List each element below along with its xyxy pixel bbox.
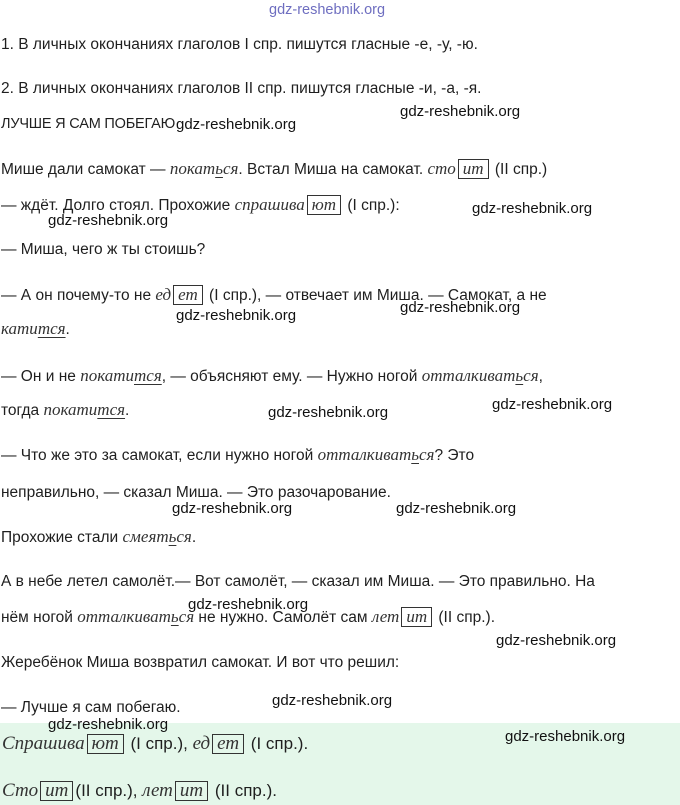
story-line-9: Жеребёнок Миша возвратил самокат. И вот что решил: [1,654,400,671]
word-ottalkivatsya: отталкиваться [421,366,539,385]
watermark: gdz-reshebnik.org [492,396,613,413]
story-line-4b [1,318,70,341]
watermark: gdz-reshebnik.org [176,116,297,133]
text: (I спр.), [125,734,193,753]
text: (I спр.): [343,197,400,214]
text: . [125,402,130,419]
watermark: gdz-reshebnik.org [172,500,293,517]
watermark: gdz-reshebnik.org [176,307,297,324]
text: (II спр.) [490,161,548,178]
word-letit: лет ит [142,780,210,801]
text: — А он почему-то не [1,287,156,304]
ending-box: ет [212,734,244,754]
ending-box: ют [87,734,124,754]
rule-1: 1. В личных окончаниях глаголов I спр. пишутся гласные -е, -у, -ю. [1,36,478,53]
watermark: gdz-reshebnik.org [400,299,521,316]
answer-line-2 [2,780,277,802]
word-stoit: сто ит [427,159,490,178]
text: , [538,368,543,385]
story-line-5 [1,365,543,388]
text: (II спр.). [210,781,277,800]
ending-box: ют [307,195,341,215]
text: ? Это [434,447,475,464]
ending-box: ит [458,159,489,179]
ending-box: ит [175,781,208,801]
watermark: gdz-reshebnik.org [472,200,593,217]
watermark: gdz-reshebnik.org [272,692,393,709]
word-pokatatsya: покаться [169,159,239,178]
watermark: gdz-reshebnik.org [496,632,617,649]
rule-2: 2. В личных окончаниях глаголов II спр. пишутся гласные -и, -а, -я. [1,80,482,97]
word-edet: ед ет [155,285,204,304]
watermark: gdz-reshebnik.org [48,212,169,229]
word-pokatitsya: покатится [43,400,126,419]
text: (II спр.). [434,609,496,626]
word-sprashivayut: Спрашива ют [2,733,126,754]
word-ottalkivatsya: отталкиваться [317,445,435,464]
text: (I спр.), — отвечает им Миша. — Самокат, а не [204,287,547,304]
word-smeyatsya: смеяться [122,527,192,546]
ending-box: ит [40,781,73,801]
text: , — объясняют ему. — Нужно ногой [161,368,422,385]
story-line-8: А в небе летел самолёт.— Вот самолёт, — сказал им Миша. — Это правильно. На [1,573,595,590]
story-line-5b [1,399,129,422]
text: . [191,529,197,546]
story-line-3: — Миша, чего ж ты стоишь? [1,241,206,258]
story-line-7 [1,526,196,549]
text: — Что же это за самокат, если нужно ногой [1,447,318,464]
word-sprashivayut: спрашива ют [235,195,343,214]
watermark: gdz-reshebnik.org [400,103,521,120]
text: не нужно. Самолёт сам [194,609,372,626]
watermark: gdz-reshebnik.org [505,728,626,745]
story-line-6 [1,444,474,467]
word-pokatitsya: покатится [80,366,162,385]
text: Мише дали самокат — [1,161,170,178]
story-line-10: — Лучше я сам побегаю. [1,699,181,716]
text: — ждёт. Долго стоял. Прохожие [1,197,235,214]
word-edet: ед ет [193,733,246,754]
text: — Он и не [1,368,81,385]
word-letit: лет ит [372,607,434,626]
text: . Встал Миша на самокат. [238,161,428,178]
text: (II спр.), [75,781,143,800]
watermark: gdz-reshebnik.org [48,716,169,733]
watermark: gdz-reshebnik.org [396,500,517,517]
text: тогда [1,402,44,419]
text: Прохожие стали [1,529,123,546]
watermark: gdz-reshebnik.org [188,596,309,613]
word-katitsya: катится [1,319,66,338]
word-stoit: Сто ит [2,780,75,801]
watermark: gdz-reshebnik.org [268,404,389,421]
answer-line-1 [2,733,308,755]
story-title: ЛУЧШЕ Я САМ ПОБЕГАЮ [1,116,176,132]
text: . [65,321,70,338]
text: нём ногой [1,609,78,626]
story-line-1 [1,158,547,181]
word-ottalkivatsya: отталкиваться [77,607,195,626]
ending-box: ет [173,285,203,305]
ending-box: ит [401,607,432,627]
text: (I спр.). [246,734,309,753]
watermark-top: gdz-reshebnik.org [269,2,386,18]
story-line-6b: неправильно, — сказал Миша. — Это разочарование. [1,484,391,501]
